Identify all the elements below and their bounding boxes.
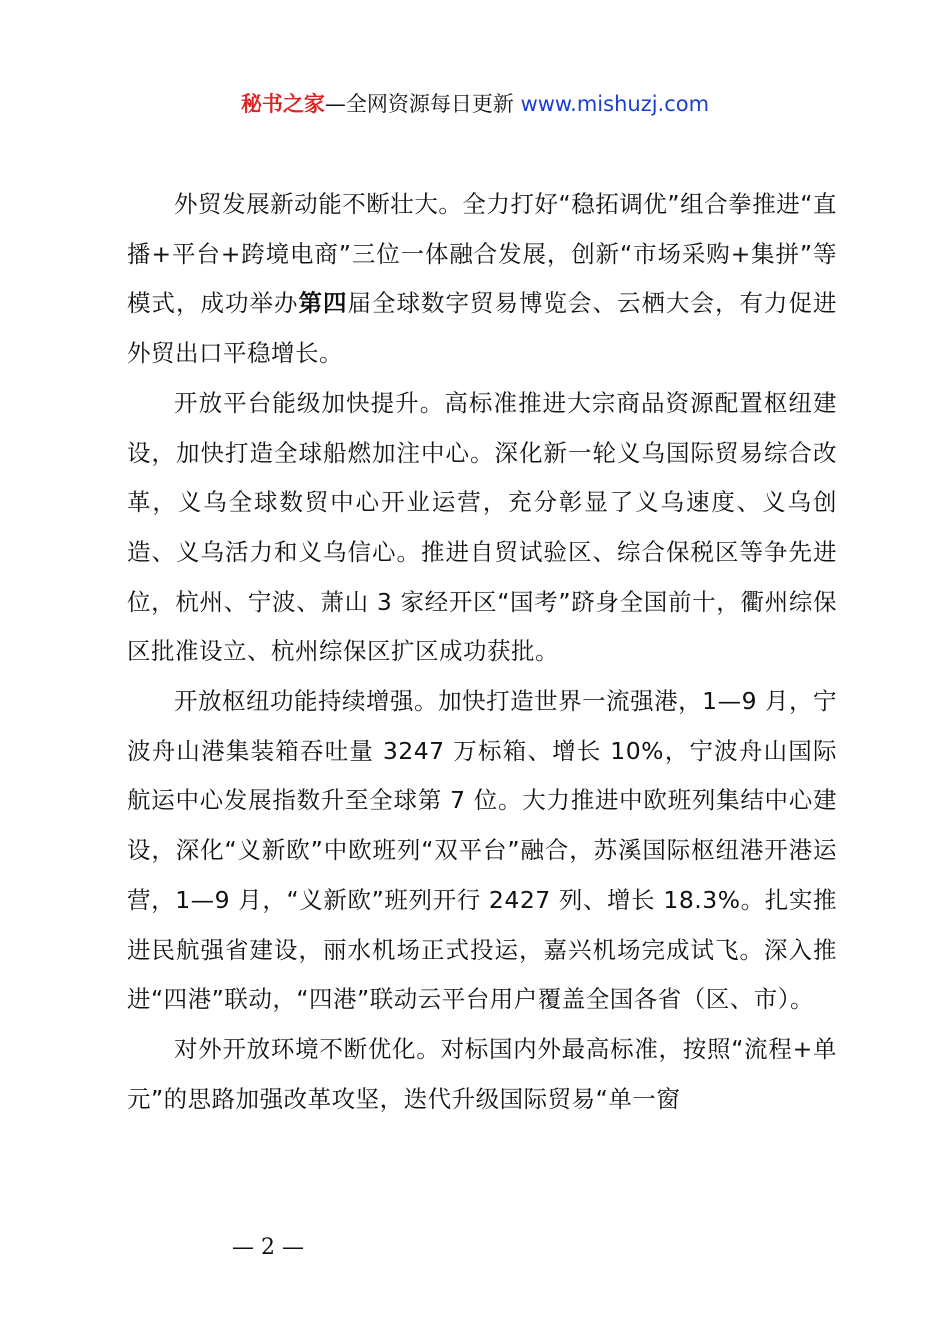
- paragraph-lead: 对外开放环境不断优化。: [174, 1034, 441, 1063]
- paragraph-open-platform: [127, 379, 837, 677]
- page-header: [0, 84, 950, 124]
- paragraph-text: 全力打好“稳拓调优”组合拳推进“直播+平台+跨境电商”三位一体融合发展，创新“市场采购+集拼”等模式，成功举办: [127, 190, 837, 318]
- site-brand: 秘书之家: [240, 92, 325, 116]
- site-tagline: —全网资源每日更新: [324, 92, 521, 116]
- paragraph-open-environment: [127, 1025, 837, 1124]
- paragraph-lead: 开放枢纽功能持续增强。: [174, 687, 439, 716]
- paragraph-open-hub: [127, 677, 837, 1025]
- paragraph-text: 届全球数字贸易博览会、云栖大会，有力促进外贸出口平稳增长。: [127, 289, 837, 368]
- paragraph-text: 对标国内外最高标准，按照“流程+单元”的思路加强改革攻坚，迭代升级国际贸易“单一窗: [127, 1034, 837, 1113]
- paragraph-lead: 开放平台能级加快提升。: [174, 388, 445, 417]
- paragraph-text: 高标准推进大宗商品资源配置枢纽建设，加快打造全球船燃加注中心。深化新一轮义乌国际贸易综合改革，义乌全球数贸中心开业运营，充分彰显了义乌速度、义乌创造、义乌活力和义乌信心。推进自贸试验区、综合保税区等争先进位，杭州、宁波、萧山 3 家经开区“国考”跻身全国前十，衢州综保区批准设立、杭州综保区扩区成功获批。: [127, 388, 838, 666]
- paragraph-foreign-trade: [127, 180, 837, 379]
- paragraph-lead: 外贸发展新动能不断壮大。: [174, 190, 463, 218]
- page-number: — 2 —: [232, 1235, 304, 1260]
- site-url-link[interactable]: www.mishuzj.com: [520, 92, 710, 116]
- document-body: [127, 180, 837, 1124]
- paragraph-emphasis: 第四: [298, 289, 348, 318]
- paragraph-text: 加快打造世界一流强港，1—9 月，宁波舟山港集装箱吞吐量 3247 万标箱、增长 10%，宁波舟山国际航运中心发展指数升至全球第 7 位。大力推进中欧班列集结中心建设，深化“义新欧”中欧班列“双平台”融合，苏溪国际枢纽港开港运营，1—9 月，“义新欧”班列开行 2427 列、增长 18.3%。扎实推进民航强省建设，丽水机场正式投运，嘉兴机场完成试飞。深入推进“四港”联动，“四港”联动云平台用户覆盖全国各省（区、市）。: [127, 687, 838, 1014]
